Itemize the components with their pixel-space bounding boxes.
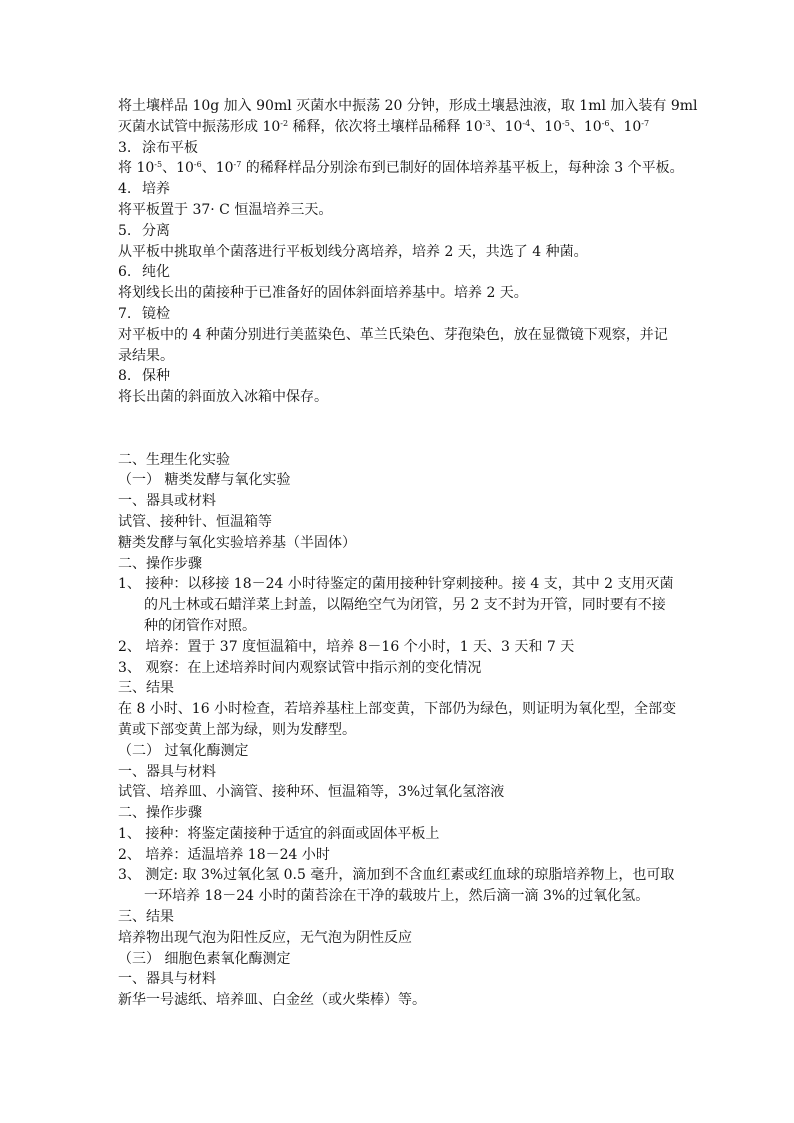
section-2-title: 二、生理生化实验 [118, 451, 230, 468]
step-6-body: 将划线长出的菌接种于已准备好的固体斜面培养基中。培养 2 天。 [118, 285, 528, 302]
subsection-1-result-heading: 三、结果 [118, 680, 174, 697]
step-8-body: 将长出菌的斜面放入冰箱中保存。 [118, 389, 328, 406]
subsection-1-step-3: 3、 观察：在上述培养时间内观察试管中指示剂的变化情况 [118, 659, 482, 676]
spacer [118, 408, 678, 429]
subsection-3-materials: 新华一号滤纸、培养皿、白金丝（或火柴棒）等。 [118, 992, 426, 1009]
subsection-2-result: 培养物出现气泡为阳性反应，无气泡为阴性反应 [118, 929, 412, 946]
subsection-3-title: （三） 细胞色素氧化酶测定 [118, 950, 291, 967]
subsection-2-steps-heading: 二、操作步骤 [118, 805, 202, 822]
subsection-2-step-2: 2、 培养：适温培养 18－24 小时 [118, 846, 330, 863]
intro-line-2: 灭菌水试管中振荡形成 $10^{-2}$ 稀释，依次将土壤样品稀释 $10^{-3}$、$10^{-4}$、$10^{-5}$、$10^{-6}$、$10^{-7}$ [118, 118, 650, 135]
subsection-1-steps-heading: 二、操作步骤 [118, 555, 202, 572]
step-4-heading: 4. 培养 [118, 181, 170, 198]
subsection-1-result: 在 8 小时、16 小时检查，若培养基柱上部变黄，下部仍为绿色，则证明为氧化型，全部变黄或下部变黄上部为绿，则为发酵型。 [118, 701, 677, 738]
subsection-1-step-2: 2、 培养：置于 37 度恒温箱中，培养 8－16 个小时，1 天、3 天和 7 天 [118, 638, 575, 655]
step-5-heading: 5. 分离 [118, 222, 170, 239]
subsection-1-materials-1: 试管、接种针、恒温箱等 [118, 513, 272, 530]
subsection-2-step-1: 1、 接种：将鉴定菌接种于适宜的斜面或固体平板上 [118, 825, 440, 842]
step-7-body: 对平板中的 4 种菌分别进行美蓝染色、革兰氏染色、芽孢染色，放在显微镜下观察，并记录结果。 [118, 326, 668, 364]
subsection-3-materials-heading: 一、器具与材料 [118, 971, 216, 988]
spacer [118, 429, 678, 450]
subsection-2-materials-heading: 一、器具与材料 [118, 763, 216, 780]
step-4-body: 将平板置于 37· C 恒温培养三天。 [118, 201, 333, 218]
subsection-2-title: （二） 过氧化酶测定 [118, 742, 249, 759]
step-8-heading: 8. 保种 [118, 368, 170, 385]
subsection-2-step-3: 3、 测定: 取 3%过氧化氢 0.5 毫升，滴加到不含血红素或红血球的琼脂培养物上，也可取一环培养 18－24 小时的菌苔涂在干净的载玻片上，然后滴一滴 3%的过氧化氢。 [118, 867, 675, 905]
intro-line-1: 将土壤样品 10g 加入 90ml 灭菌水中振荡 20 分钟，形成土壤悬浊液，取 1ml 加入装有 9ml [118, 98, 698, 114]
document-page [118, 96, 698, 1011]
step-3-heading: 3. 涂布平板 [118, 139, 198, 156]
step-6-heading: 6. 纯化 [118, 264, 170, 281]
step-3-body: 将 $10^{-5}$、$10^{-6}$、$10^{-7}$ 的稀释样品分别涂布到已制好的固体培养基平板上，每种涂 3 个平板。 [118, 160, 684, 177]
step-5-body: 从平板中挑取单个菌落进行平板划线分离培养，培养 2 天，共选了 4 种菌。 [118, 243, 588, 260]
subsection-2-result-heading: 三、结果 [118, 909, 174, 926]
step-7-heading: 7. 镜检 [118, 305, 170, 322]
subsection-2-materials: 试管、培养皿、小滴管、接种环、恒温箱等，3%过氧化氢溶液 [118, 784, 505, 801]
subsection-1-step-1: 1、 接种：以移接 18－24 小时待鉴定的菌用接种针穿刺接种。接 4 支，其中 2 支用灭菌的凡士林或石蜡洋菜上封盖，以隔绝空气为闭管，另 2 支不封为开管，同时要有不接种的闭管作对照。 [118, 576, 674, 634]
subsection-1-materials-heading: 一、器具或材料 [118, 493, 216, 510]
subsection-1-title: （一） 糖类发酵与氧化实验 [118, 472, 291, 489]
subsection-1-materials-2: 糖类发酵与氧化实验培养基（半固体） [118, 534, 356, 551]
